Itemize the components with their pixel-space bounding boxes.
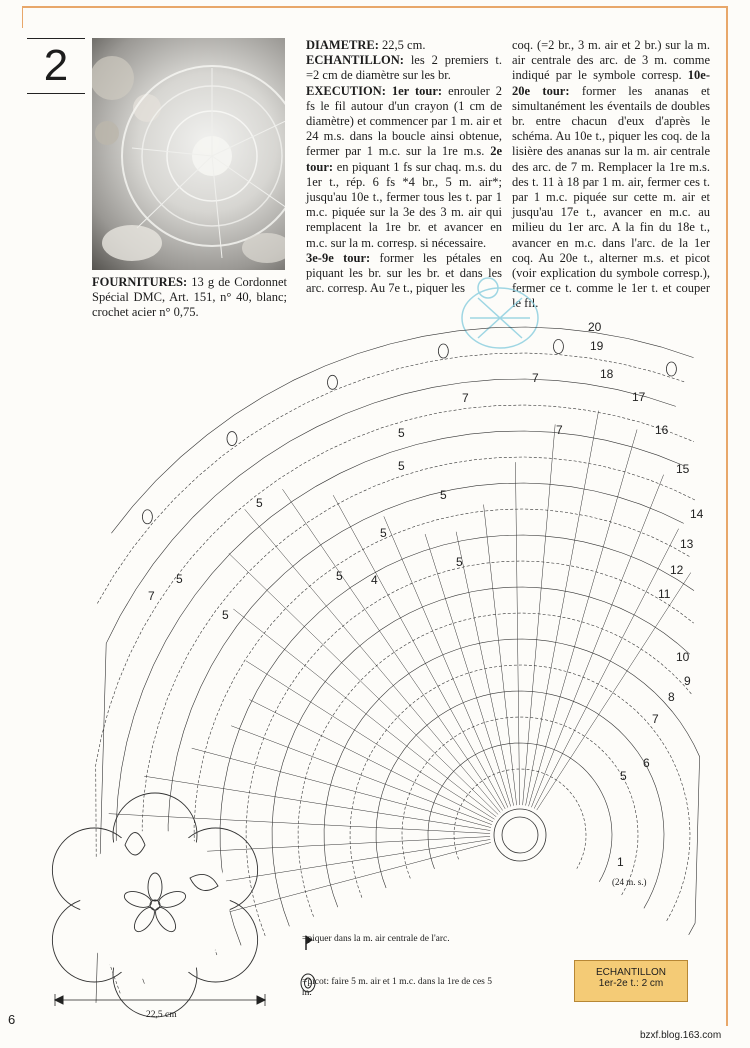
watermark: bzxf.blog.163.com	[640, 1030, 722, 1041]
row-count-label: 5	[440, 488, 447, 502]
echantillon-box-text: 1er-2e t.: 2 cm	[598, 978, 664, 989]
page-number: 6	[8, 1012, 16, 1027]
round-number-label: 19	[590, 339, 604, 353]
echantillon-box-title: ECHANTILLON	[595, 967, 666, 978]
row-count-label: 7	[532, 371, 539, 385]
row-count-label: 5	[456, 555, 463, 569]
row-count-label: 7	[462, 391, 469, 405]
echantillon-box	[574, 960, 688, 1002]
row-count-label: 5	[380, 526, 387, 540]
row-count-label: 5	[398, 459, 405, 473]
round-number-label: 8	[668, 690, 675, 704]
tour3-text: former les pétales en piquant les br. sur les br. et dans les arc. corresp. Au 7e t., piquer les	[306, 250, 502, 296]
stitch-count-note: (24 m. s.)	[612, 877, 647, 887]
round-number-label: 13	[680, 537, 694, 551]
echantillon-label: ECHANTILLON:	[306, 53, 404, 68]
fournitures-label: FOURNITURES:	[92, 275, 188, 289]
tour3-label: 3e-9e tour:	[306, 250, 371, 265]
tour1-text: enrouler 2 fs le fil autour d'un crayon (1 cm de diamètre) et commencer par 1 m. air et 24 m.s. dans la boucle ainsi obtenue, fermer par 1 m.c. sur la 1re m.s.	[306, 83, 502, 159]
row-count-label: 5	[336, 569, 343, 583]
round-number-label: 6	[643, 756, 650, 770]
row-count-label: 4	[371, 573, 378, 587]
round-number-label: 11	[658, 587, 671, 601]
round-number-label: 17	[632, 390, 646, 404]
tour2-text: en piquant 1 fs sur chaq. m.s. du 1er t., rép. 6 fs *4 br., 5 m. air*; jusqu'au 10e t., fermer tous les t. par 1 m.c. piquée sur la 3e des 3 m. air qui remplacent la 1re br. et avancer en m.c. sur la m. corresp. si nécessaire.	[306, 159, 502, 250]
tour10-label: 10e-20e tour:	[512, 68, 710, 98]
row-count-label: 5	[222, 608, 229, 622]
round-number-label: 12	[670, 563, 684, 577]
round-number-label: 1	[617, 855, 624, 869]
tour2-label: 2e tour:	[306, 144, 502, 174]
row-count-label: 5	[176, 572, 183, 586]
diameter-label: 22,5 cm	[146, 1010, 177, 1020]
round-number-label: 15	[676, 462, 690, 476]
row-count-label: 5	[256, 496, 263, 510]
row-count-label: 7	[148, 589, 155, 603]
chart-labels	[148, 320, 704, 869]
round-number-label: 10	[676, 650, 690, 664]
col2-text2: former les ananas et simultanément les éventails de doubles br. entre chacun d'eux d'après le schéma. Au 10e t., piquer les coq. de la lisière des ananas sur la m. air centrale des arc. de 7 m. Remplacer la 1re m.s. des t. 11 à 18 par 1 m. air, fermer ces t. par 1 m.c. piquée sur cette m. air et jusqu'au 17e t., avancer en m.c. au milieu du 1er arc. A la fin du 18e t., avancer en m.c. dans l'arc. de la 1er coq. Au 20e t., alterner m.s. et picot (voir explication du symbole corresp.), fermer ce t. comme le 1er t. et couper le fil.	[512, 83, 710, 311]
row-count-label: 5	[398, 426, 405, 440]
mini-schematic	[52, 793, 257, 1017]
round-number-label: 14	[690, 507, 704, 521]
col2-text1: coq. (=2 br., 3 m. air et 2 br.) sur la m. air centrale des arc. de 3 m. comme indiqué par le symbole corresp.	[512, 38, 710, 83]
round-number-label: 20	[588, 320, 602, 334]
execution-label: EXECUTION:	[306, 83, 386, 98]
turtle-stamp	[462, 278, 538, 348]
row-count-label: 7	[556, 423, 563, 437]
round-number-label: 7	[652, 712, 659, 726]
pattern-number: 2	[43, 41, 69, 90]
diametre-text: 22,5 cm.	[378, 38, 426, 52]
round-number-label: 9	[684, 674, 691, 688]
legend-piquer: =piquer dans la m. air centrale de l'arc.	[302, 934, 450, 944]
round-number-label: 16	[655, 423, 669, 437]
legend-picot: =picot: faire 5 m. air et 1 m.c. dans la 1re de ces 5 m.	[302, 977, 493, 998]
tour1-label: 1er tour:	[385, 83, 443, 98]
diametre-label: DIAMETRE:	[306, 38, 379, 52]
echantillon-text: les 2 premiers t. =2 cm de diamètre sur les br.	[306, 53, 502, 83]
round-number-label: 5	[620, 769, 627, 783]
round-number-label: 18	[600, 367, 614, 381]
fournitures-text: 13 g de Cordonnet Spécial DMC, Art. 151, n° 40, blanc; crochet acier n° 0,75.	[92, 275, 287, 319]
diameter-arrow	[55, 994, 265, 1006]
